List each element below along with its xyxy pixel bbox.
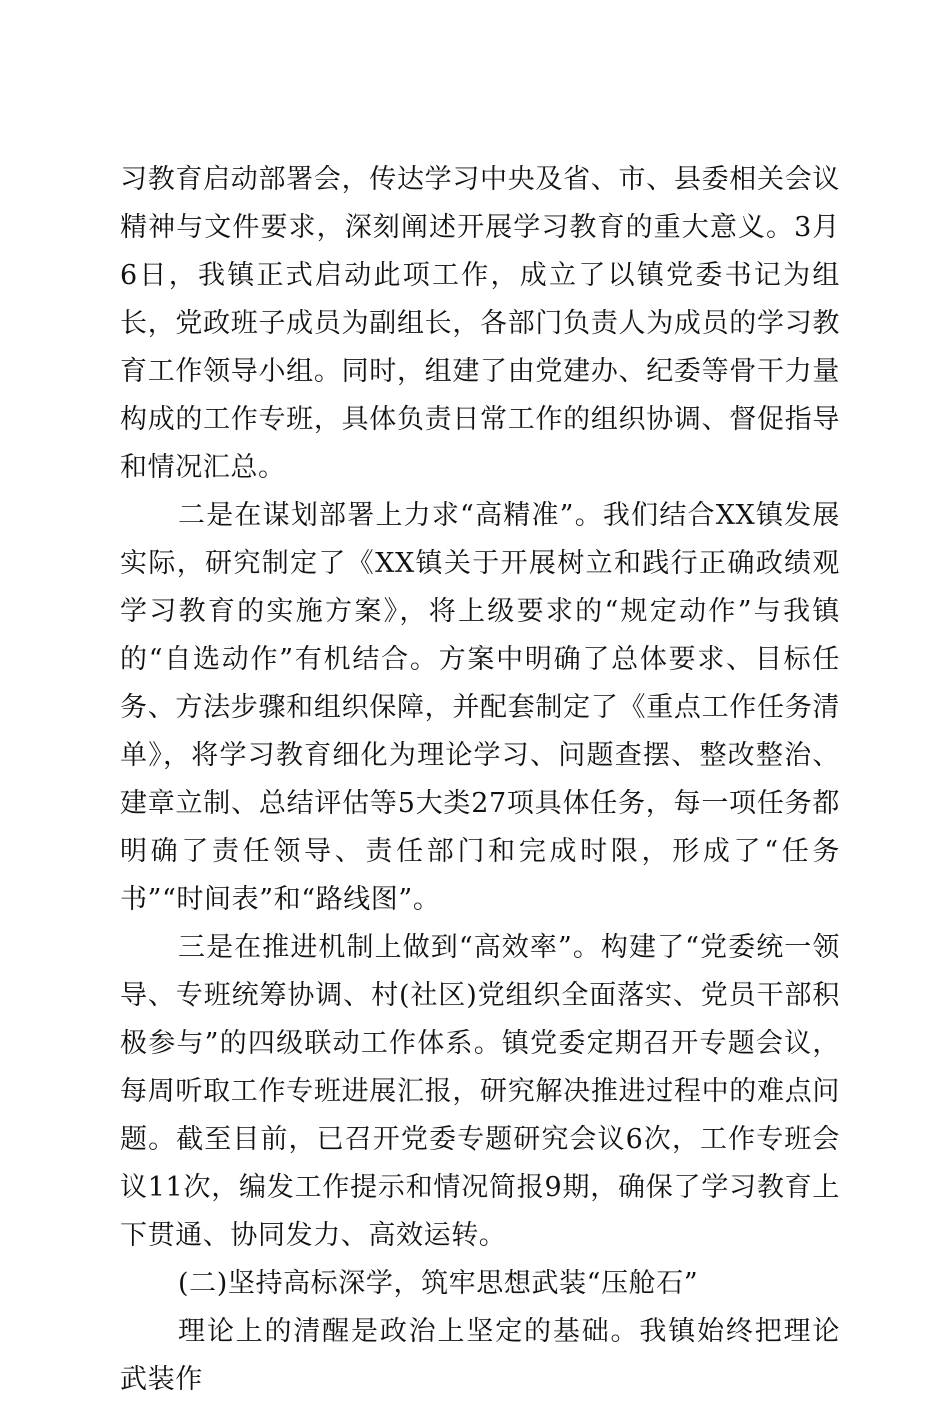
paragraph-theory: 理论上的清醒是政治上坚定的基础。我镇始终把理论武装作 — [120, 1316, 840, 1395]
paragraph-mechanism: 三是在推进机制上做到“高效率”。构建了“党委统一领导、专班统筹协调、村(社区)党组织全面落实、党员干部积极参与”的四级联动工作体系。镇党委定期召开专题会议，每周听取工作专班进展汇报，研究解决推进过程中的难点问题。截至目前，已召开党委专题研究会议6次，工作专班会议11次，编发工作提示和情况简报9期，确保了学习教育上下贯通、协同发力、高效运转。 — [120, 932, 840, 1251]
paragraph-planning: 二是在谋划部署上力求“高精准”。我们结合XX镇发展实际，研究制定了《XX镇关于开展树立和践行正确政绩观学习教育的实施方案》，将上级要求的“规定动作”与我镇的“自选动作”有机结合。方案中明确了总体要求、目标任务、方法步骤和组织保障，并配套制定了《重点工作任务清单》，将学习教育细化为理论学习、问题查摆、整改整治、建章立制、总结评估等5大类27项具体任务，每一项任务都明确了责任领导、责任部门和完成时限，形成了“任务书”“时间表”和“路线图”。 — [120, 500, 840, 915]
section-heading: (二)坚持高标深学，筑牢思想武装“压舱石” — [178, 1268, 699, 1299]
paragraph-continued: 习教育启动部署会，传达学习中央及省、市、县委相关会议精神与文件要求，深刻阐述开展学习教育的重大意义。3月6日，我镇正式启动此项工作，成立了以镇党委书记为组长，党政班子成员为副组长，各部门负责人为成员的学习教育工作领导小组。同时，组建了由党建办、纪委等骨干力量构成的工作专班，具体负责日常工作的组织协调、督促指导和情况汇总。 — [120, 164, 840, 483]
document-body — [120, 156, 840, 1404]
